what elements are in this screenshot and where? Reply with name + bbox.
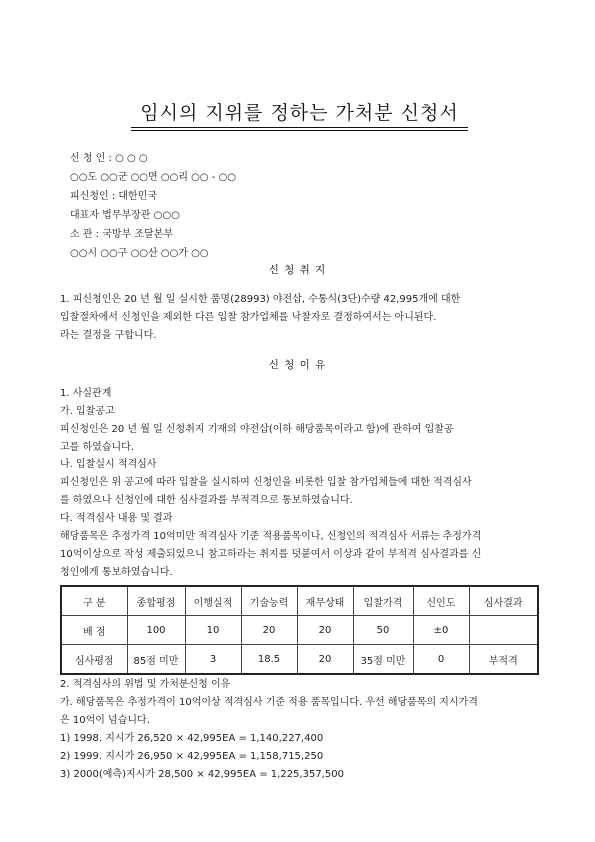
title-block — [131, 101, 468, 128]
respondent-line: 피신청인 : 대한민국 — [70, 191, 158, 202]
reason-line: 피신청인은 위 공고에 따라 입찰을 실시하여 신청인을 비롯한 입찰 참가업체들에 대한 적격심사 — [60, 477, 472, 488]
reason-line: 해당품목은 추정가격 10억미만 적격심사 기준 적용품목이나, 신청인의 적격심사 서류는 추정가격 — [60, 531, 482, 542]
grounds-line: 2. 적격심사의 위법 및 가처분신청 이유 — [60, 679, 231, 690]
table-cell: 3 — [185, 645, 241, 675]
calculation-line: 2) 1999. 지시가 26,950 × 42,995EA = 1,158,715,250 — [60, 751, 324, 762]
table-cell — [469, 616, 538, 645]
reason-line: 가. 입찰공고 — [60, 406, 115, 417]
reason-line: 10억이상으로 작성 제출되었으니 참고하라는 취지를 덧붙여서 이상과 같이 부적격 심사결과를 신 — [60, 549, 482, 560]
table-cell: 100 — [127, 616, 185, 645]
table-header-cell: 기술능력 — [241, 586, 297, 616]
jurisdiction-line: 소 관 : 국방부 조달본부 — [70, 229, 174, 240]
table-cell: 10 — [185, 616, 241, 645]
reason-line: 1. 사실관계 — [60, 388, 112, 399]
table-cell: 85점 미만 — [127, 645, 185, 675]
table-cell: 부적격 — [469, 645, 538, 675]
table-header-cell: 이행실적 — [185, 586, 241, 616]
jurisdiction-address-line: ○○시 ○○구 ○○산 ○○가 ○○ — [70, 248, 209, 259]
table-cell: 심사평점 — [61, 645, 127, 675]
table-header-cell: 입찰가격 — [353, 586, 413, 616]
reason-line: 를 하였으나 신청인에 대한 심사결과를 부적격으로 통보하였습니다. — [60, 495, 353, 506]
table-cell: 50 — [353, 616, 413, 645]
reason-line: 피신청인은 20 년 월 일 신청취지 기재의 야전삽(이하 해당품목이라고 함)에 관하여 입찰공 — [60, 424, 454, 435]
document-title: 임시의 지위를 정하는 가처분 신청서 — [140, 102, 459, 124]
table-row — [61, 645, 538, 675]
reasons-heading: 신 청 이 유 — [268, 359, 327, 371]
table-cell: 35점 미만 — [353, 645, 413, 675]
table-header-cell: 구 분 — [61, 586, 127, 616]
title-double-underline — [131, 130, 468, 131]
table-row — [61, 616, 538, 645]
purpose-line: 1. 피신청인은 20 년 월 일 실시한 품명(28993) 야전삽, 수통식(3단)수량 42,995개에 대한 — [60, 294, 461, 305]
table-cell: 20 — [241, 616, 297, 645]
grounds-line: 가. 해당품목은 추정가격이 10억이상 적격심사 기준 적용 품목입니다. 우선 해당품목의 지시가격 — [60, 697, 478, 708]
grounds-line: 은 10억이 넘습니다. — [60, 715, 150, 726]
table-cell: 배 점 — [61, 616, 127, 645]
applicant-line: 신 청 인 : ○ ○ ○ — [70, 153, 148, 164]
table-header-cell: 종합평점 — [127, 586, 185, 616]
table-cell: 20 — [297, 645, 353, 675]
reason-line: 청인에게 통보하였습니다. — [60, 567, 173, 578]
calculation-line: 1) 1998. 지시가 26,520 × 42,995EA = 1,140,227,400 — [60, 733, 324, 744]
table-cell: ±0 — [413, 616, 469, 645]
reason-line: 고를 하였습니다. — [60, 442, 134, 453]
reason-line: 다. 적격심사 내용 및 결과 — [60, 513, 173, 524]
table-header-cell: 재무상태 — [297, 586, 353, 616]
representative-line: 대표자 법무부장관 ○○○ — [70, 210, 180, 221]
title-underline — [131, 127, 468, 128]
table-header-row — [61, 586, 538, 616]
applicant-address-line: ○○도 ○○군 ○○면 ○○리 ○○ - ○○ — [70, 172, 237, 183]
calculation-line: 3) 2000(예측)지시가 28,500 × 42,995EA = 1,225,357,500 — [60, 769, 344, 780]
purpose-line: 입찰절차에서 신청인을 제외한 다른 입찰 참가업체를 낙찰자로 결정하여서는 아니된다. — [60, 312, 437, 323]
table-cell: 20 — [297, 616, 353, 645]
table-cell: 0 — [413, 645, 469, 675]
evaluation-table — [60, 585, 539, 675]
purpose-heading: 신 청 취 지 — [268, 264, 327, 276]
reason-line: 나. 입찰실시 적격심사 — [60, 459, 157, 470]
table-header-cell: 신인도 — [413, 586, 469, 616]
table-cell: 18.5 — [241, 645, 297, 675]
table-header-cell: 심사결과 — [469, 586, 538, 616]
purpose-line: 라는 결정을 구합니다. — [60, 330, 157, 341]
